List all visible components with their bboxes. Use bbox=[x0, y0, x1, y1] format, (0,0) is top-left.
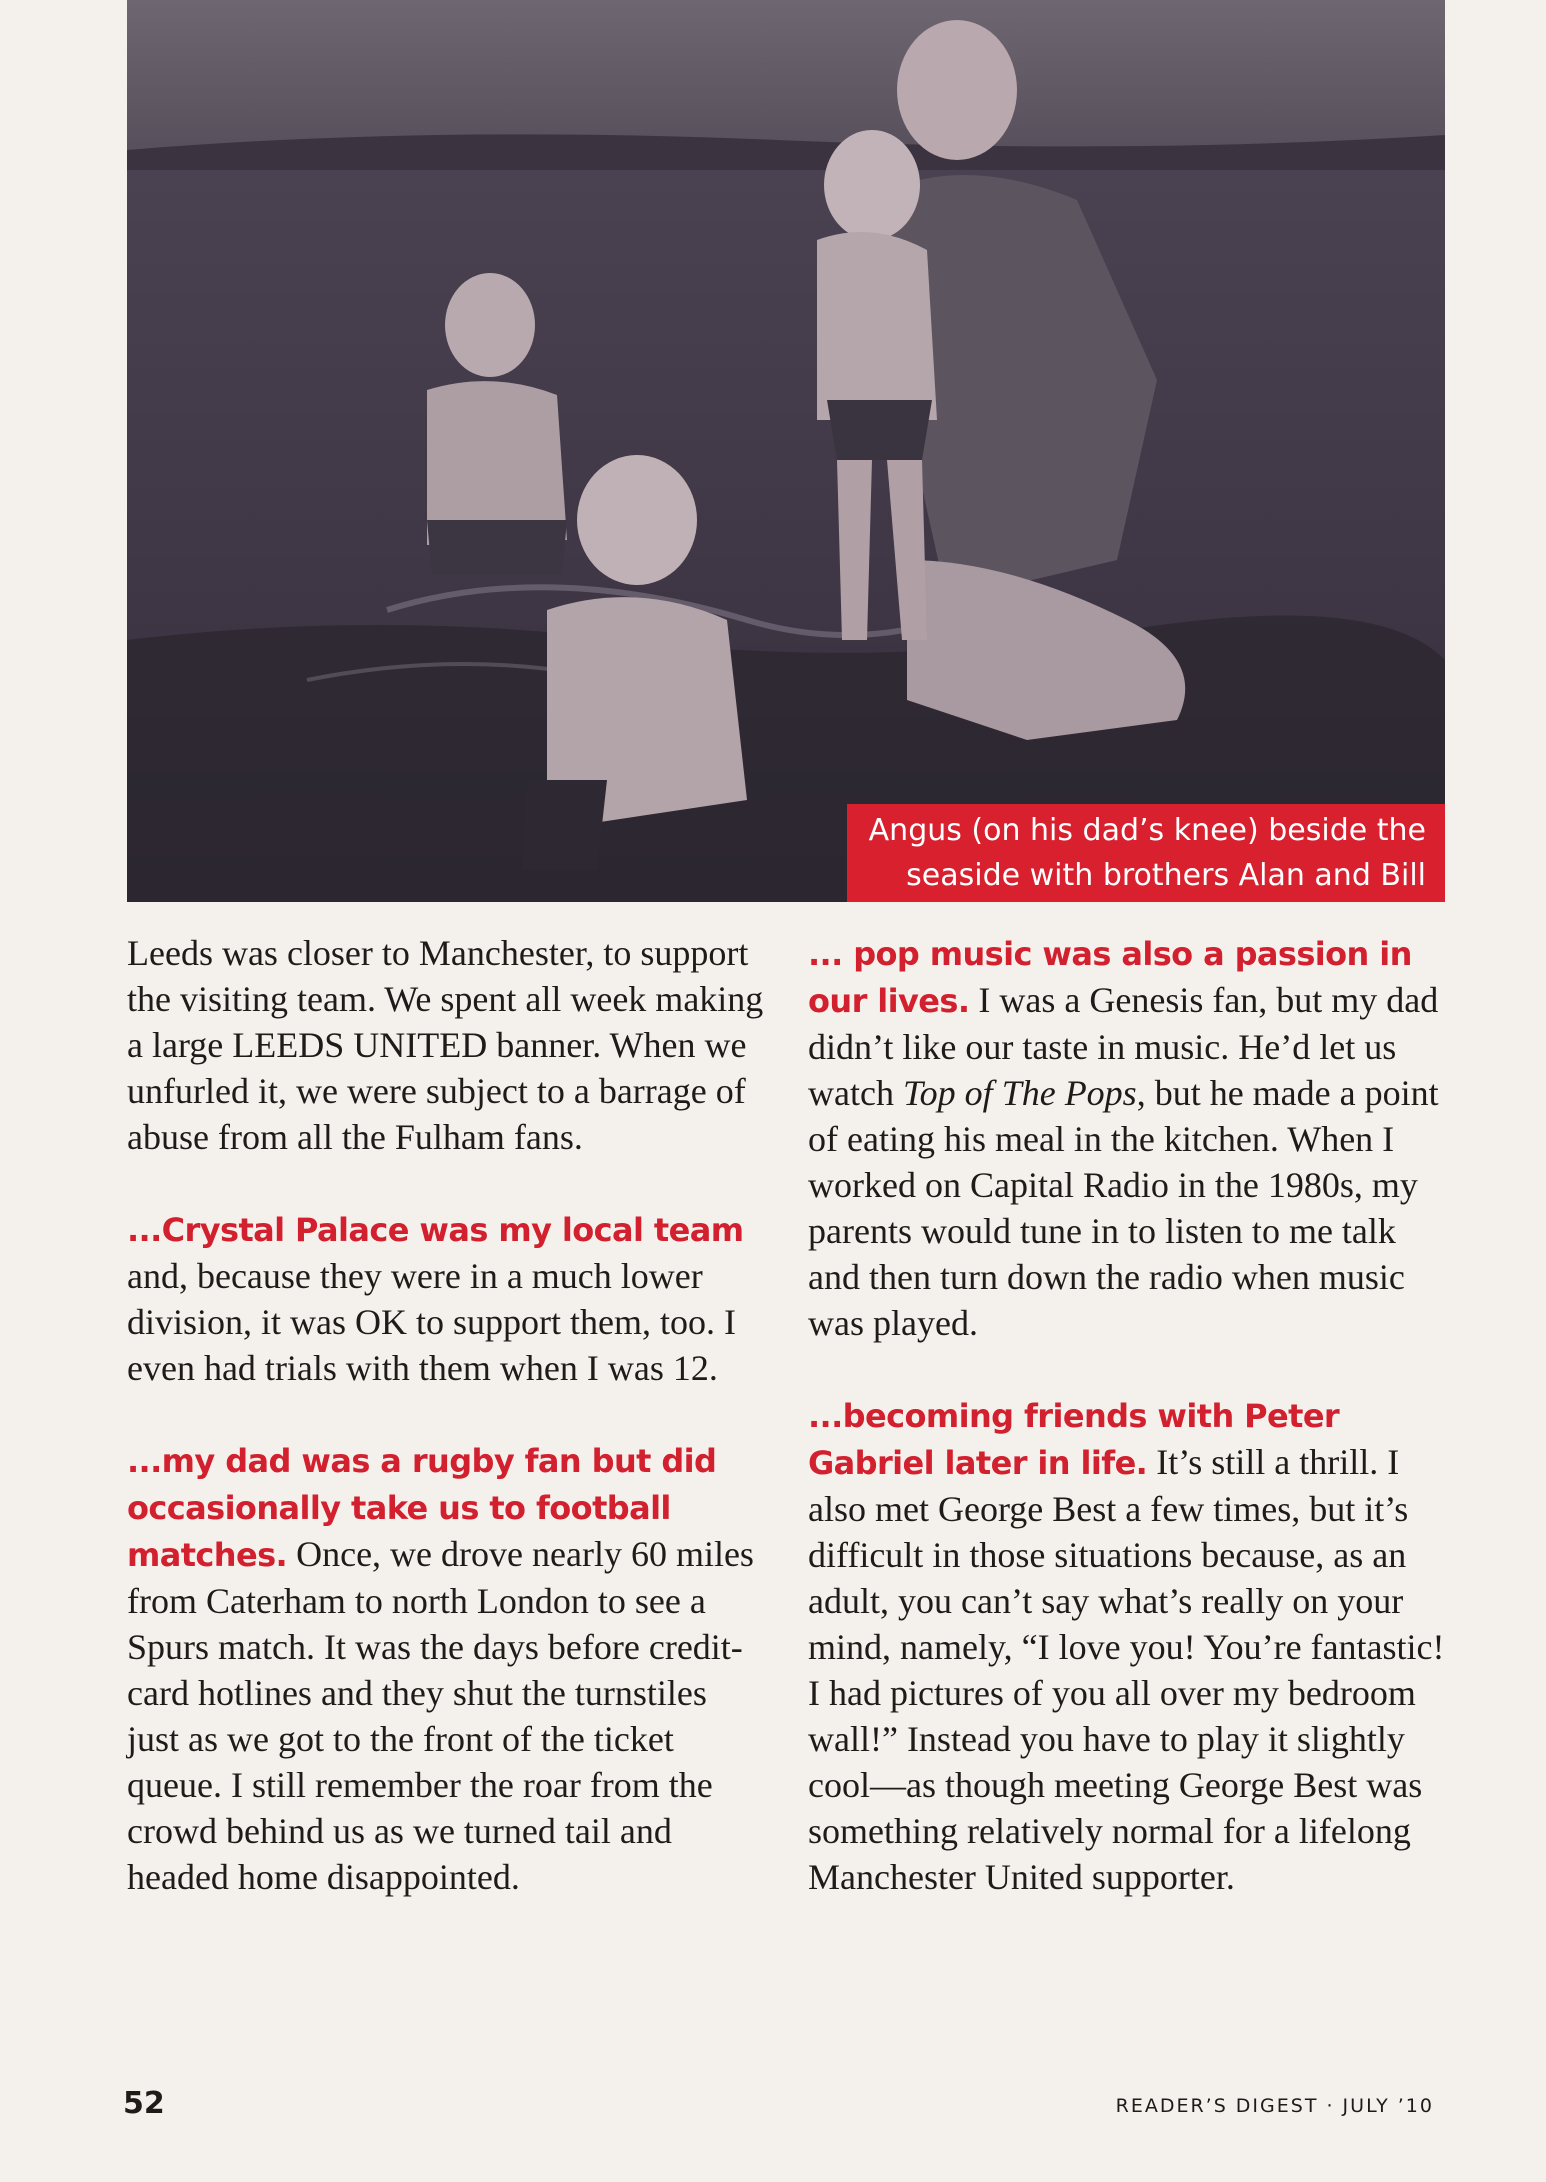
title-top-of-the-pops: Top of The Pops bbox=[902, 1073, 1137, 1113]
paragraph-leeds: Leeds was closer to Manchester, to support the visiting team. We spent all week making a large LEEDS UNITED banner. When we unfurled it, we were subject to a barrage of abuse from all the Fulham fans. bbox=[127, 933, 764, 1157]
paragraph-pop-music bbox=[808, 930, 1448, 1346]
publication-footer: READER’S DIGEST · JULY ’10 bbox=[1115, 2095, 1434, 2117]
body-rugby-fan: Once, we drove nearly 60 miles from Caterham to north London to see a Spurs match. It was the days before credit-card hotlines and they shut the turnstiles just as we got to the front of the ticket queue. I still remember the roar from the crowd behind us as we turned tail and headed home disappointed. bbox=[127, 1534, 754, 1897]
right-column bbox=[808, 930, 1448, 1946]
body-peter-gabriel: It’s still a thrill. I also met George Best a few times, but it’s difficult in those situations because, as an adult, you can’t say what’s really on your mind, namely, “I love you! You’re fantastic! I had pictures of you all over my bedroom wall!” Instead you have to play it slightly cool—as though meeting George Best was something relatively normal for a lifelong Manchester United supporter. bbox=[808, 1442, 1445, 1897]
family-beach-photo bbox=[127, 0, 1445, 902]
body-pop-music-b: , but he made a point of eating his meal in the kitchen. When I worked on Capital Radio in the 1980s, my parents would tune in to listen to me talk and then turn down the radio when music was played. bbox=[808, 1073, 1439, 1343]
lead-crystal-palace: ...Crystal Palace was my local team bbox=[127, 1211, 744, 1249]
photo-image bbox=[127, 0, 1445, 902]
lead-rugby-fan: ...my dad was a rugby fan but did occasionally take us to football matches. bbox=[127, 1442, 717, 1574]
body-crystal-palace: and, because they were in a much lower division, it was OK to support them, too. I even had trials with them when I was 12. bbox=[127, 1256, 736, 1388]
photo-caption bbox=[847, 804, 1445, 902]
lead-pop-music: ... pop music was also a passion in our lives. bbox=[808, 935, 1412, 1020]
left-column bbox=[127, 930, 767, 1946]
lead-peter-gabriel: ...becoming friends with Peter Gabriel later in life. bbox=[808, 1397, 1340, 1482]
paragraph-crystal-palace bbox=[127, 1206, 767, 1391]
caption-line-2: seaside with brothers Alan and Bill bbox=[906, 858, 1426, 893]
paragraph-rugby-fan bbox=[127, 1437, 767, 1900]
body-pop-music-a: I was a Genesis fan, but my dad didn’t like our taste in music. He’d let us watch bbox=[808, 980, 1439, 1113]
paragraph-peter-gabriel bbox=[808, 1392, 1448, 1900]
page-number: 52 bbox=[123, 2086, 165, 2121]
caption-line-1: Angus (on his dad’s knee) beside the bbox=[868, 813, 1426, 848]
